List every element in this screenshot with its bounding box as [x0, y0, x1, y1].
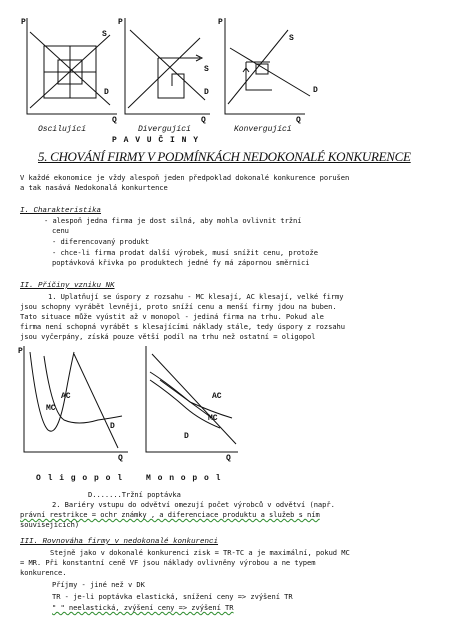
cobweb2-demand-label: D [204, 88, 209, 97]
section-2-line: 1. Uplatňují se úspory z rozsahu - MC klesají, AC klesají, velké firmy [48, 292, 344, 301]
section-2-line: Tato situace může vyústit až v monopol - jediná firma na trhu. Pokud ale [20, 312, 324, 321]
oligopol-demand-label: D [110, 422, 115, 431]
section-2-line: jsou vyčerpány, získá pouze větší podíl na trhu než ostatní = oligopol [20, 332, 316, 341]
monopol-mc-label: MC [208, 414, 218, 423]
section-2-line: firma není schopná vyrábět s klesajícími náklady stále, tedy úspory z rozsahu [20, 322, 346, 331]
intro-line-1: V každé ekonomice je vždy alespoň jeden předpoklad dokonalé konkurence porušen [20, 173, 350, 182]
demand-legend: D.......Tržní poptávka [88, 490, 181, 499]
section-1-line: poptávková křivka po produktech jedné fy má zápornou směrnici [52, 258, 310, 267]
section-1-title: I. Charakteristika [20, 207, 102, 215]
monopol-caption: M o n o p o l [146, 474, 222, 483]
cobweb3-supply-label: S [289, 34, 294, 43]
cobweb2-caption: Divergující [138, 125, 191, 134]
monopol-ac-label: AC [212, 392, 222, 401]
page-title: 5. CHOVÁNÍ FIRMY V PODMÍNKÁCH NEDOKONALÉ KONKURENCE [38, 149, 411, 164]
intro-line-2: a tak nasává Nedokonalá konkurtence [20, 183, 168, 192]
oligopol-mc-label: MC [46, 404, 56, 413]
cobweb-title: P A V U Č I N Y [112, 136, 200, 145]
cobweb1-supply-label: S [102, 30, 107, 39]
section-1-line: - diferencovaný produkt [52, 237, 150, 246]
section-1-line: cenu [52, 226, 69, 235]
section-3-line: " " neelastická, zvýšení ceny => zvýšení TR [52, 603, 234, 612]
cobweb3-demand-label: D [313, 86, 318, 95]
oligopol-caption: O l i g o p o l [36, 474, 124, 483]
cobweb1-axis-q: Q [112, 116, 117, 125]
cobweb2-axis-p: P [118, 18, 123, 27]
monopol-demand-label: D [184, 432, 189, 441]
section-3-line: Příjmy - jiné než v DK [52, 580, 145, 589]
section-3-line: konkurence. [20, 568, 67, 577]
section-3-line: Stejně jako v dokonalé konkurenci zisk = TR-TC a je maximální, pokud MC [50, 548, 350, 557]
cobweb3-caption: Konvergující [234, 125, 292, 134]
section-1-line: - chce-li firma prodat další výrobek, musí snížit cenu, protože [52, 248, 318, 257]
cobweb1-caption: Oscilující [38, 125, 87, 134]
section-2b-line: právní restrikce = ochr známky , a diferenciace produktu a služeb s ním [20, 510, 320, 519]
section-3-line: = MR. Při konstantní ceně VF jsou náklady ovlivněny výrobou a ne typem [20, 558, 316, 567]
section-1-line: - alespoň jedna firma je dost silná, aby mohla ovlivnit tržní [44, 216, 302, 225]
cobweb1-demand-label: D [104, 88, 109, 97]
section-3-title: III. Rovnováha firmy v nedokonalé konkurenci [20, 538, 219, 546]
section-2-title: II. Příčiny vzniku NK [20, 282, 115, 290]
section-2-line: jsou schopny vyrábět levněji, proto sníží cenu a menší firmy jdou na buben. [20, 302, 337, 311]
cobweb3-axis-p: P [218, 18, 223, 27]
oligopol-ac-label: AC [61, 392, 71, 401]
cobweb2-axis-q: Q [201, 116, 206, 125]
section-2b-line: souvisejících) [20, 520, 80, 529]
section-3-line: TR - je-li poptávka elastická, snížení ceny => zvýšení TR [52, 592, 293, 601]
oligopol-axis-q: Q [118, 454, 123, 463]
cobweb3-axis-q: Q [296, 116, 301, 125]
section-2b-line: 2. Bariéry vstupu do odvětví omezují počet výrobců v odvětví (např. [52, 500, 335, 509]
cobweb1-axis-p: P [21, 18, 26, 27]
oligopol-axis-p: P [18, 347, 23, 356]
monopol-axis-q: Q [226, 454, 231, 463]
cobweb2-supply-label: S [204, 65, 209, 74]
